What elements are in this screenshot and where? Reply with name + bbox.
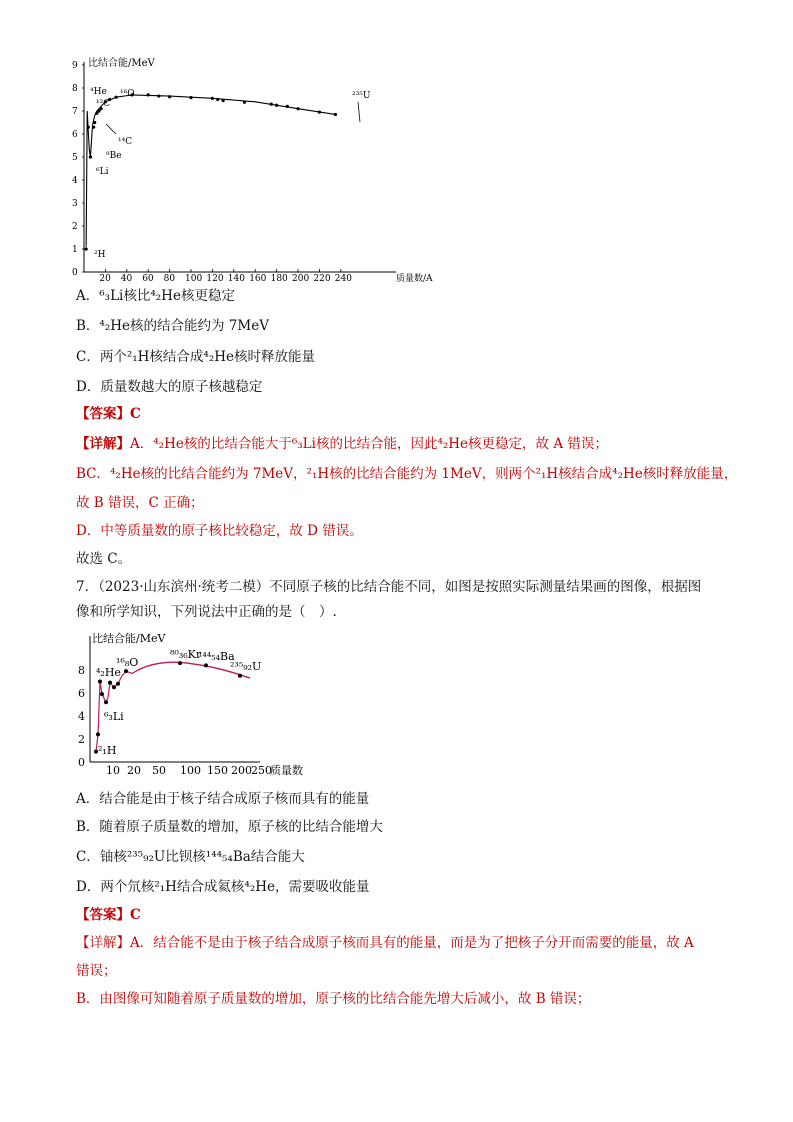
q6-detail-bc-2: 故 B 错误，C 正确； — [76, 495, 204, 511]
x-tick-label: 80 — [163, 274, 176, 284]
label-li6: ⁶Li — [96, 167, 109, 177]
x-tick-label: 20 — [99, 274, 111, 284]
y-tick-label: 8 — [72, 84, 78, 94]
label-h2: ²₁H — [98, 744, 117, 757]
x-tick-label: 200 — [292, 274, 310, 284]
x-tick-label: 120 — [206, 274, 224, 284]
q7-answer: 【答案】C — [76, 907, 141, 923]
label-be9: ⁹Be — [106, 151, 122, 161]
label-u235: ²³⁵₉₂U — [230, 660, 262, 673]
y-tick-label: 2 — [78, 733, 85, 746]
label-u235: ²³⁵U — [352, 91, 371, 101]
y-tick-label: 7 — [72, 107, 78, 117]
data-point — [104, 700, 108, 704]
data-point — [124, 669, 128, 673]
data-point — [243, 101, 246, 104]
q6-detail-a — [76, 435, 608, 453]
q6-detail-label: 【详解】 — [76, 436, 130, 452]
y-tick-label: 0 — [78, 756, 85, 769]
x-tick-label: 150 — [207, 764, 228, 777]
y-tick-label: 3 — [72, 199, 78, 209]
data-point — [89, 155, 92, 158]
x-tick-label: 60 — [142, 274, 154, 284]
data-point — [108, 681, 112, 685]
label-he4: ⁴He — [90, 87, 107, 97]
data-point — [85, 247, 88, 250]
y-tick-label: 0 — [72, 268, 78, 278]
q7-detail-a-2: 错误； — [76, 963, 117, 979]
y-tick-label: 6 — [78, 687, 85, 700]
label-c12: ¹²C — [96, 99, 111, 109]
binding-energy-curve — [86, 95, 335, 247]
x-axis-label: 质量数 — [270, 764, 303, 777]
x-tick-label: 220 — [313, 274, 331, 284]
q6-option-a: A．⁶₃Li核比⁴₂He核更稳定 — [76, 288, 235, 304]
data-point — [168, 95, 171, 98]
u235-pointer — [358, 102, 360, 122]
label-he4: ⁴₂He — [96, 666, 121, 679]
x-tick-label: 200 — [231, 764, 252, 777]
q7-option-a: A．结合能是由于核子结合成原子核而具有的能量 — [76, 791, 370, 807]
data-point — [100, 692, 104, 696]
x-tick-label: 20 — [127, 764, 141, 777]
q7-option-b: B．随着原子质量数的增加，原子核的比结合能增大 — [76, 819, 383, 835]
data-point — [116, 682, 120, 686]
label-h2: ²H — [94, 250, 106, 260]
x-tick-label: 240 — [334, 274, 352, 284]
data-point — [189, 96, 192, 99]
y-tick-label: 5 — [72, 153, 78, 163]
data-point — [87, 126, 90, 129]
q6-answer: 【答案】C — [76, 406, 141, 422]
y-tick-label: 1 — [72, 245, 78, 255]
x-tick-label: 180 — [270, 274, 288, 284]
y-tick-label: 2 — [72, 222, 78, 232]
data-point — [98, 680, 102, 684]
y-tick-label: 9 — [72, 61, 78, 71]
q7-option-c: C．铀核²³⁵₉₂U比钡核¹⁴⁴₅₄Ba结合能大 — [76, 849, 305, 865]
y-tick-label: 6 — [72, 130, 78, 140]
y-tick-label: 8 — [78, 664, 85, 677]
data-point — [238, 674, 242, 678]
data-point — [178, 661, 182, 665]
data-point — [286, 105, 289, 108]
q6-option-d: D．质量数越大的原子核越稳定 — [76, 379, 263, 395]
data-point — [216, 98, 219, 101]
y-axis-label: 比结合能/MeV — [88, 58, 155, 69]
data-point — [96, 732, 100, 736]
data-point — [115, 96, 118, 99]
x-tick-label: 100 — [185, 274, 203, 284]
data-point — [147, 93, 150, 96]
y-tick-label: 4 — [72, 176, 78, 186]
binding-energy-chart-2 — [70, 628, 330, 778]
q7-stem-1: 7．（2023·山东滨州·统考二模）不同原子核的比结合能不同，如图是按照实际测量结果画的图像，根据图 — [76, 579, 702, 595]
label-o16: ¹⁶O — [120, 89, 135, 99]
x-tick-label: 10 — [106, 764, 120, 777]
x-tick-label: 50 — [152, 764, 166, 777]
label-li6: ⁶₃Li — [104, 710, 124, 723]
data-point — [318, 111, 321, 114]
binding-energy-chart-1 — [66, 52, 456, 284]
label-o16: ¹⁶₈O — [116, 656, 139, 669]
data-point — [222, 99, 225, 102]
q6-option-c: C．两个²₁H核结合成⁴₂He核时释放能量 — [76, 349, 316, 365]
q7-option-d: D．两个氘核²₁H结合成氦核⁴₂He，需要吸收能量 — [76, 879, 370, 895]
label-c14: ¹⁴C — [118, 137, 133, 147]
y-axis-label: 比结合能/MeV — [92, 632, 166, 645]
q7-detail-a-1: 【详解】A．结合能不是由于核子结合成原子核而具有的能量，而是为了把核子分开而需要的能量，故 A — [76, 935, 694, 951]
q7-detail-b: B．由图像可知随着原子质量数的增加，原子核的比结合能先增大后减小，故 B 错误； — [76, 991, 591, 1007]
q6-detail-d: D．中等质量数的原子核比较稳定，故 D 错误。 — [76, 523, 363, 539]
data-point — [275, 104, 278, 107]
data-point — [112, 685, 116, 689]
data-point — [270, 103, 273, 106]
data-point — [204, 663, 208, 667]
x-tick-label: 140 — [227, 274, 245, 284]
label-kr80: ⁸⁰₃₆Kr — [170, 648, 202, 661]
q6-choose: 故选 C。 — [76, 551, 132, 567]
c14-pointer — [106, 124, 116, 134]
q6-detail-a-text: A．⁴₂He核的比结合能大于⁶₃Li核的比结合能，因此⁴₂He核更稳定，故 A 错误； — [130, 436, 608, 452]
data-point — [157, 94, 160, 97]
data-point — [334, 113, 337, 116]
x-tick-label: 160 — [249, 274, 267, 284]
x-tick-label: 250 — [251, 764, 272, 777]
data-point — [92, 126, 95, 129]
q6-detail-bc-1: BC．⁴₂He核的比结合能约为 7MeV，²₁H核的比结合能约为 1MeV，则两个²₁H核结合成⁴₂He核时释放能量， — [76, 466, 738, 482]
x-tick-label: 100 — [180, 764, 201, 777]
q7-stem-2: 像和所学知识，下列说法中正确的是（ ）. — [76, 604, 337, 620]
label-ba144: ¹⁴⁴₅₄Ba — [198, 650, 235, 663]
y-tick-label: 4 — [78, 710, 85, 723]
x-tick-label: 40 — [120, 274, 133, 284]
q6-option-b: B．⁴₂He核的结合能约为 7MeV — [76, 318, 269, 334]
data-point — [296, 107, 299, 110]
data-point — [211, 97, 214, 100]
data-point — [93, 121, 96, 124]
x-axis-label: 质量数/A — [396, 274, 433, 284]
